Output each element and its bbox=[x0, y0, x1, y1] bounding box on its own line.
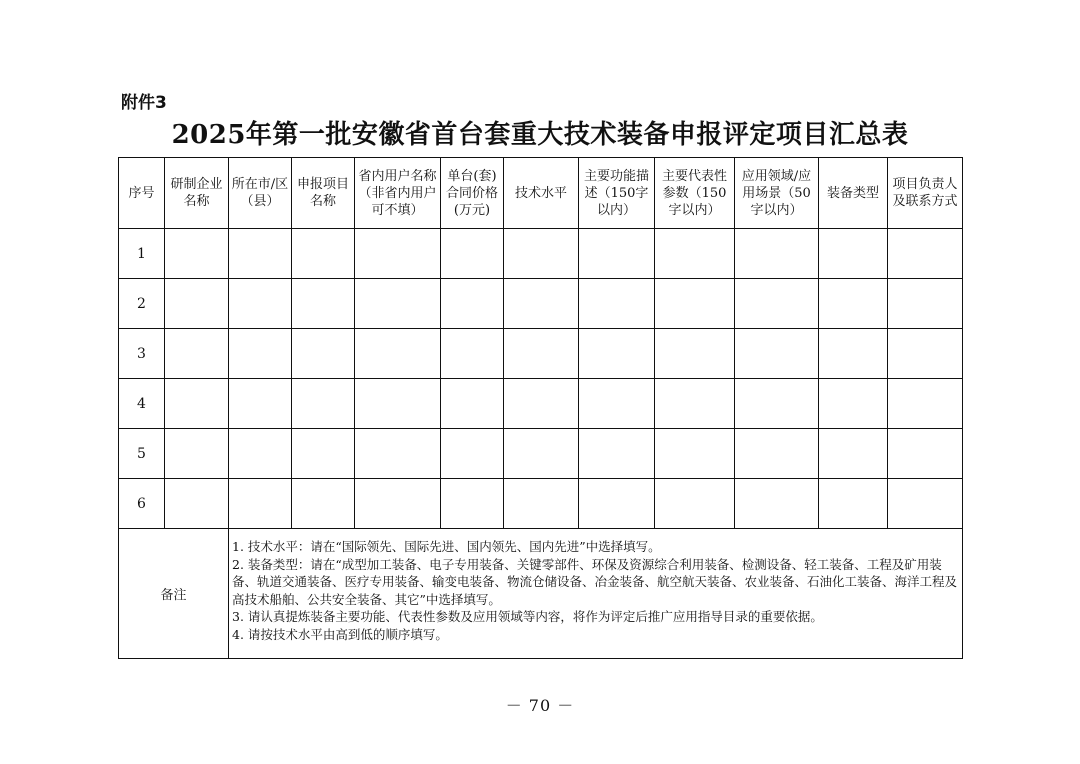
note-line-technical-level: 1. 技术水平：请在“国际领先、国际先进、国内领先、国内先进”中选择填写。 bbox=[232, 539, 661, 554]
header-key-parameters: 主要代表性参数（150字以内） bbox=[655, 158, 735, 229]
row-serial-number: 4 bbox=[119, 379, 165, 429]
table-cell[interactable] bbox=[655, 379, 735, 429]
header-technical-level: 技术水平 bbox=[504, 158, 579, 229]
table-cell[interactable] bbox=[441, 229, 504, 279]
table-cell[interactable] bbox=[819, 229, 888, 279]
table-cell[interactable] bbox=[579, 229, 655, 279]
table-cell[interactable] bbox=[888, 229, 963, 279]
table-cell[interactable] bbox=[165, 279, 229, 329]
header-application-field: 应用领域/应用场景（50字以内） bbox=[735, 158, 819, 229]
table-cell[interactable] bbox=[504, 479, 579, 529]
table-cell[interactable] bbox=[504, 279, 579, 329]
table-cell[interactable] bbox=[655, 429, 735, 479]
table-cell[interactable] bbox=[229, 279, 292, 329]
table-cell[interactable] bbox=[579, 479, 655, 529]
note-line-refine-content: 3. 请认真提炼装备主要功能、代表性参数及应用领域等内容，将作为评定后推广应用指导目录的重要依据。 bbox=[232, 609, 823, 624]
table-cell[interactable] bbox=[292, 379, 355, 429]
header-unit-price: 单台(套)合同价格(万元) bbox=[441, 158, 504, 229]
table-cell[interactable] bbox=[579, 279, 655, 329]
table-cell[interactable] bbox=[292, 429, 355, 479]
row-serial-number: 6 bbox=[119, 479, 165, 529]
table-cell[interactable] bbox=[355, 279, 441, 329]
header-project-contact: 项目负责人及联系方式 bbox=[888, 158, 963, 229]
table-cell[interactable] bbox=[441, 479, 504, 529]
table-cell[interactable] bbox=[292, 279, 355, 329]
header-project-name: 申报项目名称 bbox=[292, 158, 355, 229]
table-cell[interactable] bbox=[504, 379, 579, 429]
table-row bbox=[119, 279, 963, 329]
table-cell[interactable] bbox=[655, 479, 735, 529]
table-cell[interactable] bbox=[504, 329, 579, 379]
table-cell[interactable] bbox=[655, 279, 735, 329]
table-row bbox=[119, 479, 963, 529]
table-row bbox=[119, 229, 963, 279]
table-cell[interactable] bbox=[355, 329, 441, 379]
table-cell[interactable] bbox=[735, 379, 819, 429]
table-row bbox=[119, 379, 963, 429]
table-cell[interactable] bbox=[888, 279, 963, 329]
table-cell[interactable] bbox=[229, 379, 292, 429]
row-serial-number: 5 bbox=[119, 429, 165, 479]
table-cell[interactable] bbox=[165, 429, 229, 479]
note-line-equipment-type: 2. 装备类型：请在“成型加工装备、电子专用装备、关键零部件、环保及资源综合利用装备、检测设备、轻工装备、工程及矿用装备、轨道交通装备、医疗专用装备、输变电装备、物流仓储设备、冶金装备、航空航天装备、农业装备、石油化工装备、海洋工程及高技术船舶、公共安全装备、其它”中选择填写。 bbox=[232, 556, 958, 607]
row-serial-number: 1 bbox=[119, 229, 165, 279]
table-cell[interactable] bbox=[229, 479, 292, 529]
table-cell[interactable] bbox=[735, 279, 819, 329]
table-cell[interactable] bbox=[355, 379, 441, 429]
table-cell[interactable] bbox=[819, 479, 888, 529]
summary-table bbox=[118, 157, 963, 659]
table-row bbox=[119, 329, 963, 379]
header-city-district: 所在市/区（县） bbox=[229, 158, 292, 229]
table-cell[interactable] bbox=[355, 429, 441, 479]
row-serial-number: 3 bbox=[119, 329, 165, 379]
table-cell[interactable] bbox=[229, 229, 292, 279]
notes-row bbox=[119, 529, 963, 659]
note-line-order: 4. 请按技术水平由高到低的顺序填写。 bbox=[232, 626, 448, 642]
table-cell[interactable] bbox=[819, 379, 888, 429]
header-company-name: 研制企业名称 bbox=[165, 158, 229, 229]
header-main-function: 主要功能描述（150字以内） bbox=[579, 158, 655, 229]
table-cell[interactable] bbox=[165, 479, 229, 529]
table-cell[interactable] bbox=[579, 429, 655, 479]
table-cell[interactable] bbox=[292, 229, 355, 279]
attachment-label: 附件3 bbox=[121, 93, 167, 113]
table-cell[interactable] bbox=[888, 429, 963, 479]
header-provincial-user: 省内用户名称（非省内用户可不填） bbox=[355, 158, 441, 229]
table-cell[interactable] bbox=[292, 329, 355, 379]
table-cell[interactable] bbox=[888, 479, 963, 529]
table-cell[interactable] bbox=[504, 429, 579, 479]
table-header-row bbox=[119, 158, 963, 229]
table-cell[interactable] bbox=[441, 329, 504, 379]
table-cell[interactable] bbox=[355, 479, 441, 529]
header-equipment-type: 装备类型 bbox=[819, 158, 888, 229]
table-cell[interactable] bbox=[165, 379, 229, 429]
table-cell[interactable] bbox=[229, 429, 292, 479]
table-cell[interactable] bbox=[655, 229, 735, 279]
table-cell[interactable] bbox=[292, 479, 355, 529]
table-cell[interactable] bbox=[504, 229, 579, 279]
table-cell[interactable] bbox=[888, 329, 963, 379]
document-title: 2025年第一批安徽省首台套重大技术装备申报评定项目汇总表 bbox=[171, 120, 909, 150]
table-cell[interactable] bbox=[579, 379, 655, 429]
table-cell[interactable] bbox=[655, 329, 735, 379]
table-row bbox=[119, 429, 963, 479]
table-cell[interactable] bbox=[579, 329, 655, 379]
table-cell[interactable] bbox=[735, 479, 819, 529]
table-cell[interactable] bbox=[441, 429, 504, 479]
table-cell[interactable] bbox=[441, 279, 504, 329]
table-cell[interactable] bbox=[441, 379, 504, 429]
table-cell[interactable] bbox=[355, 229, 441, 279]
table-cell[interactable] bbox=[735, 229, 819, 279]
table-cell[interactable] bbox=[735, 329, 819, 379]
table-cell[interactable] bbox=[819, 329, 888, 379]
table-cell[interactable] bbox=[819, 279, 888, 329]
page-number: － 70 － bbox=[505, 696, 575, 715]
row-serial-number: 2 bbox=[119, 279, 165, 329]
table-cell[interactable] bbox=[165, 329, 229, 379]
table-cell[interactable] bbox=[888, 379, 963, 429]
notes-label: 备注 bbox=[119, 529, 229, 659]
table-cell[interactable] bbox=[819, 429, 888, 479]
notes-content bbox=[229, 529, 963, 659]
table-cell[interactable] bbox=[229, 329, 292, 379]
table-cell[interactable] bbox=[165, 229, 229, 279]
table-cell[interactable] bbox=[735, 429, 819, 479]
header-serial-number: 序号 bbox=[119, 158, 165, 229]
